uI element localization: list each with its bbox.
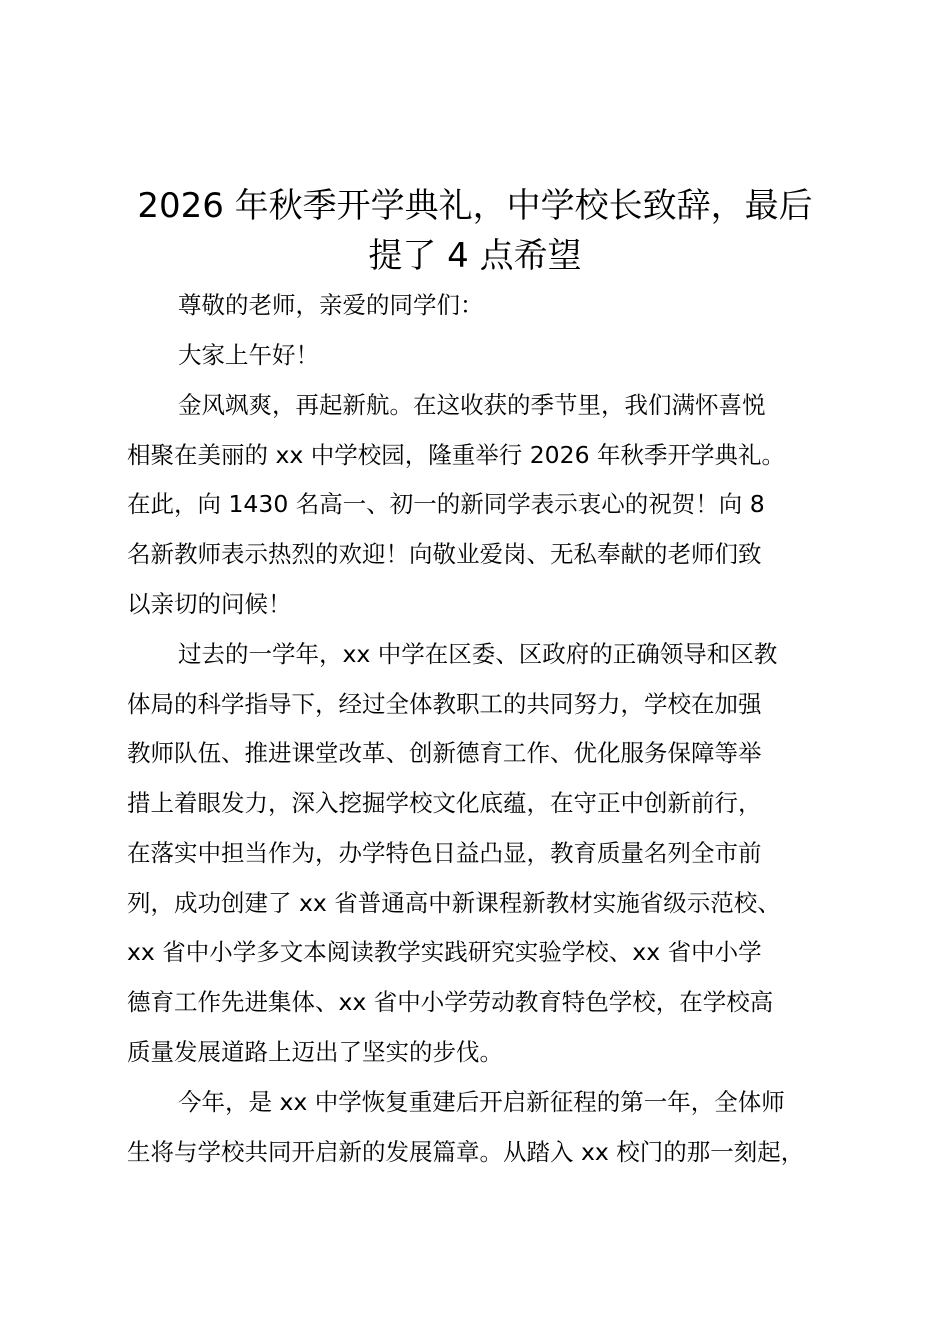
paragraph-line: 过去的一学年，xx 中学在区委、区政府的正确领导和区教	[178, 640, 778, 668]
document-title-line-1: 2026 年秋季开学典礼，中学校长致辞，最后	[137, 186, 813, 226]
paragraph-line: 德育工作先进集体、xx 省中小学劳动教育特色学校，在学校高	[127, 988, 774, 1016]
paragraph-line: 生将与学校共同开启新的发展篇章。从踏入 xx 校门的那一刻起，	[127, 1138, 805, 1166]
greeting: 大家上午好！	[178, 341, 319, 369]
paragraph-line: 在落实中担当作为，办学特色日益凸显，教育质量名列全市前	[127, 839, 762, 867]
paragraph-line: 今年，是 xx 中学恢复重建后开启新征程的第一年，全体师	[178, 1088, 785, 1116]
paragraph-line: 措上着眼发力，深入挖掘学校文化底蕴，在守正中创新前行，	[127, 789, 762, 817]
paragraph-line: 教师队伍、推进课堂改革、创新德育工作、优化服务保障等举	[127, 739, 762, 767]
paragraph-line: 相聚在美丽的 xx 中学校园，隆重举行 2026 年秋季开学典礼。	[127, 441, 785, 469]
paragraph-line: 金风飒爽，再起新航。在这收获的季节里，我们满怀喜悦	[178, 391, 766, 419]
paragraph-line: 体局的科学指导下，经过全体教职工的共同努力，学校在加强	[127, 690, 762, 718]
paragraph-line: 以亲切的问候！	[127, 590, 292, 618]
salutation: 尊敬的老师，亲爱的同学们：	[178, 291, 484, 319]
paragraph-line: 在此，向 1430 名高一、初一的新同学表示衷心的祝贺！向 8	[127, 490, 765, 518]
paragraph-line: xx 省中小学多文本阅读教学实践研究实验学校、xx 省中小学	[127, 938, 762, 966]
paragraph-line: 列，成功创建了 xx 省普通高中新课程新教材实施省级示范校、	[127, 889, 781, 917]
paragraph-line: 名新教师表示热烈的欢迎！向敬业爱岗、无私奉献的老师们致	[127, 540, 762, 568]
paragraph-line: 质量发展道路上迈出了坚实的步伐。	[127, 1038, 503, 1066]
document-title-line-2: 提了 4 点希望	[368, 236, 582, 276]
